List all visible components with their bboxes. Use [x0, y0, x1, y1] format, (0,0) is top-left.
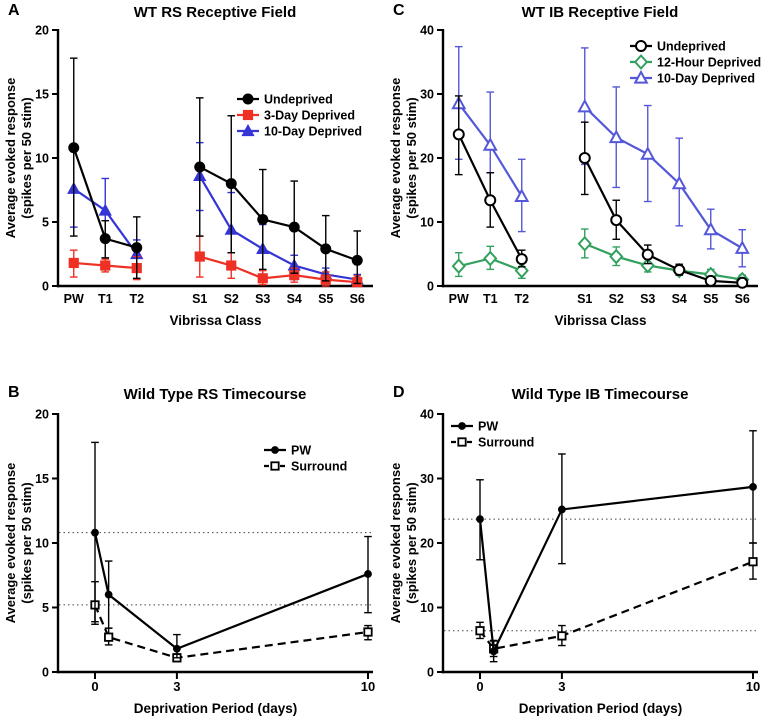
svg-text:S3: S3	[640, 292, 656, 306]
x-axis-label: Deprivation Period (days)	[133, 701, 298, 716]
svg-text:10: 10	[35, 536, 49, 551]
svg-text:20: 20	[420, 151, 434, 166]
svg-text:10: 10	[360, 679, 376, 694]
svg-text:T1: T1	[97, 292, 113, 306]
svg-text:0: 0	[427, 279, 434, 294]
svg-text:10: 10	[420, 215, 434, 230]
legend-label: 10-Day Deprived	[657, 71, 755, 86]
legend-label: PW	[478, 419, 499, 434]
svg-text:S2: S2	[608, 292, 624, 306]
legend	[630, 39, 761, 85]
svg-text:0: 0	[427, 665, 434, 680]
svg-text:0: 0	[91, 679, 99, 694]
series-pw	[91, 442, 372, 657]
panel-b	[0, 342, 385, 721]
svg-text:15: 15	[35, 87, 49, 102]
legend-label: Undeprived	[657, 39, 726, 54]
svg-text:S5: S5	[703, 292, 719, 306]
svg-text:S4: S4	[671, 292, 687, 306]
panel-a-letter: A	[8, 2, 20, 19]
x-axis-ticks	[91, 673, 375, 694]
y-axis-label-line1: Average evoked response	[388, 462, 403, 624]
svg-text:10: 10	[420, 600, 434, 615]
x-axis-label: Vibrissa Class	[554, 313, 647, 328]
legend	[264, 443, 347, 473]
svg-text:S2: S2	[223, 292, 239, 306]
y-axis-label-line2: (spikes per 50 stim)	[404, 482, 419, 604]
svg-text:3: 3	[558, 679, 566, 694]
svg-text:30: 30	[420, 471, 434, 486]
y-axis-ticks	[35, 23, 57, 293]
y-axis-label-line1: Average evoked response	[388, 77, 403, 239]
svg-text:20: 20	[35, 407, 49, 422]
svg-text:S3: S3	[255, 292, 271, 306]
panel-b-title: Wild Type RS Timecourse	[123, 386, 307, 403]
svg-text:S6: S6	[349, 292, 365, 306]
x-axis-ticks	[476, 673, 760, 694]
svg-text:0: 0	[476, 679, 484, 694]
y-axis-ticks	[420, 407, 442, 679]
svg-text:15: 15	[35, 471, 49, 486]
svg-text:3: 3	[173, 679, 181, 694]
panel-c-title: WT IB Receptive Field	[521, 4, 679, 21]
y-axis-label-line2: (spikes per 50 stim)	[19, 482, 34, 604]
panel-c-letter: C	[393, 2, 405, 19]
svg-text:0: 0	[42, 279, 49, 294]
y-axis-ticks	[420, 23, 442, 293]
panel-d-title: Wild Type IB Timecourse	[511, 386, 689, 403]
panel-b-letter: B	[8, 384, 20, 401]
y-axis-label-line2: (spikes per 50 stim)	[404, 97, 419, 219]
x-axis-label: Deprivation Period (days)	[518, 701, 683, 716]
legend-label: 12-Hour Deprived	[657, 55, 762, 70]
svg-text:PW: PW	[63, 292, 84, 306]
x-axis-ticks	[64, 292, 365, 306]
legend-label: 10-Day Deprived	[264, 124, 362, 139]
reference-lines	[444, 519, 758, 631]
panel-d-letter: D	[393, 384, 405, 401]
svg-text:5: 5	[42, 600, 49, 615]
panel-b-plot	[0, 342, 385, 721]
axes	[442, 413, 758, 673]
legend-label: Surround	[478, 435, 535, 450]
svg-text:S1: S1	[577, 292, 593, 306]
series-pw	[476, 431, 757, 662]
series-undeprived	[454, 96, 748, 288]
legend-label: 3-Day Deprived	[264, 108, 356, 123]
legend	[237, 92, 362, 138]
svg-text:T2: T2	[129, 292, 145, 306]
svg-text:0: 0	[42, 665, 49, 680]
svg-text:5: 5	[42, 215, 49, 230]
panel-a	[0, 0, 385, 342]
series-surround	[91, 582, 372, 662]
panel-d-plot	[385, 342, 770, 721]
svg-text:20: 20	[35, 23, 49, 38]
svg-text:S1: S1	[192, 292, 208, 306]
y-axis-label-line2: (spikes per 50 stim)	[19, 97, 34, 219]
svg-text:40: 40	[420, 407, 434, 422]
panel-a-plot	[0, 0, 385, 342]
svg-text:40: 40	[420, 23, 434, 38]
legend	[451, 419, 534, 449]
legend-label: Surround	[291, 459, 348, 474]
y-axis-ticks	[35, 407, 57, 679]
svg-text:S6: S6	[734, 292, 750, 306]
legend-label: PW	[291, 443, 312, 458]
svg-text:S4: S4	[286, 292, 302, 306]
panel-d	[385, 342, 770, 721]
svg-text:T1: T1	[482, 292, 498, 306]
panel-a-title: WT RS Receptive Field	[133, 4, 297, 21]
y-axis-label-line1: Average evoked response	[3, 77, 18, 239]
legend-label: Undeprived	[264, 92, 333, 107]
panel-c	[385, 0, 770, 342]
svg-text:20: 20	[420, 536, 434, 551]
svg-text:10: 10	[35, 151, 49, 166]
svg-text:30: 30	[420, 87, 434, 102]
svg-text:10: 10	[745, 679, 761, 694]
svg-text:PW: PW	[448, 292, 469, 306]
svg-text:S5: S5	[318, 292, 334, 306]
x-axis-ticks	[449, 292, 750, 306]
x-axis-label: Vibrissa Class	[169, 313, 262, 328]
series-10-day-deprived	[68, 143, 363, 285]
y-axis-label-line1: Average evoked response	[3, 462, 18, 624]
panel-c-plot	[385, 0, 770, 342]
svg-text:T2: T2	[514, 292, 530, 306]
